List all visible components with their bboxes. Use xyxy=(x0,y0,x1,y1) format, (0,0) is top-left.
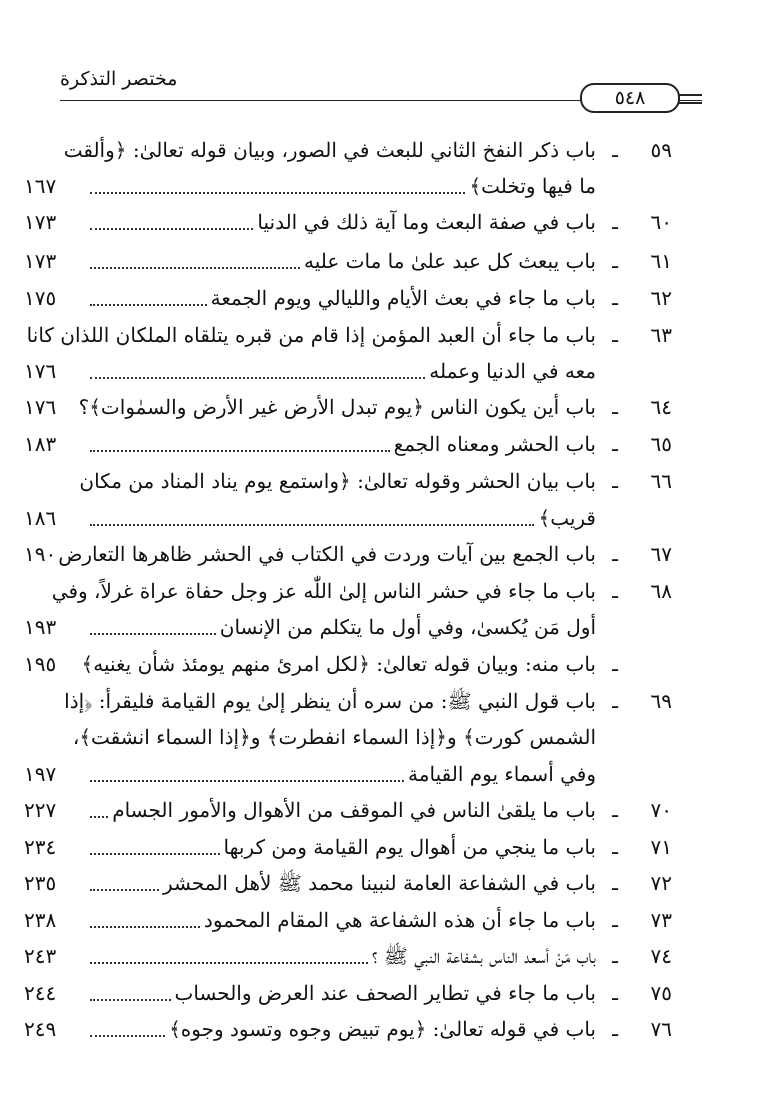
entry-page: ٢٤٣ xyxy=(24,944,57,968)
entry-leader-line xyxy=(86,281,596,315)
entry-dash: ـ xyxy=(612,689,618,713)
entry-dash: ـ xyxy=(612,871,618,895)
entry-dash: ـ xyxy=(612,249,618,273)
toc-entry-69-cont xyxy=(72,720,672,754)
entry-dash: ـ xyxy=(612,944,618,968)
toc-entry-68 xyxy=(51,574,672,608)
entry-number: ٧٢ xyxy=(650,871,672,895)
entry-leader-line xyxy=(86,610,596,644)
entry-dash: ـ xyxy=(612,908,618,932)
entry-leader-line xyxy=(86,205,596,239)
toc-entry-74 xyxy=(24,939,672,973)
entry-leader-line xyxy=(78,390,596,424)
entry-title: باب ما جاء في حشر الناس إلىٰ اللّٰه عز وجل حفاة عراة غرلاً، وفي xyxy=(51,579,596,603)
entry-leader-line xyxy=(86,903,596,937)
dot-leader xyxy=(90,449,390,452)
entry-page: ١٧٣ xyxy=(24,249,57,273)
entry-leader-line xyxy=(81,647,596,681)
entry-page: ١٨٣ xyxy=(24,432,57,456)
entry-page: ١٨٦ xyxy=(24,506,57,530)
toc-entry-76 xyxy=(24,1012,672,1046)
entry-page: ١٩٥ xyxy=(24,652,57,676)
entry-page: ١٧٦ xyxy=(24,395,57,419)
toc-entry-66-cont xyxy=(24,501,672,535)
toc-entry-59 xyxy=(63,133,672,167)
entry-dash: ـ xyxy=(612,432,618,456)
entry-dash: ـ xyxy=(612,579,618,603)
entry-leader-line xyxy=(86,1012,596,1046)
entry-title: باب ما جاء أن العبد المؤمن إذا قام من قبره يتلقاه الملكان اللذان كانا xyxy=(26,323,596,347)
dot-leader xyxy=(90,998,171,1001)
entry-leader-line xyxy=(86,501,596,535)
entry-page: ١٦٧ xyxy=(24,174,57,198)
page-number: ٥٤٨ xyxy=(580,83,680,113)
toc-entry-61 xyxy=(24,244,672,278)
entry-title-cont: ما فيها وتخلت﴾ xyxy=(469,174,596,198)
entry-leader-line xyxy=(86,427,596,461)
entry-title: باب قول النبي ﷺ: من سره أن ينظر إلىٰ يوم القيامة فليقرأ: ﴿إذا xyxy=(64,689,596,713)
entry-title: باب أين يكون الناس ﴿يوم تبدل الأرض غير الأرض والسمٰوات﴾؟ xyxy=(78,395,596,419)
entry-leader-line xyxy=(86,866,596,900)
toc-entry-75 xyxy=(24,976,672,1010)
entry-page: ١٧٦ xyxy=(24,359,57,383)
toc-entry-63-cont xyxy=(24,354,672,388)
dot-leader xyxy=(90,523,534,526)
entry-dash: ـ xyxy=(612,210,618,234)
book-title: مختصر التذكرة xyxy=(60,68,178,90)
entry-number: ٦٧ xyxy=(650,542,672,566)
entry-dash: ـ xyxy=(612,652,618,676)
toc-entry-72 xyxy=(24,866,672,900)
entry-page: ٢٢٧ xyxy=(24,798,57,822)
dot-leader xyxy=(90,632,216,635)
toc-entry-70 xyxy=(24,793,672,827)
entry-number: ٦٣ xyxy=(650,323,672,347)
entry-page: ٢٤٩ xyxy=(24,1017,57,1041)
entry-number: ٦٢ xyxy=(650,286,672,310)
entry-leader-line xyxy=(86,976,596,1010)
entry-dash: ـ xyxy=(612,469,618,493)
dot-leader xyxy=(90,888,159,891)
entry-title: باب ما ينجي من أهوال يوم القيامة ومن كربها xyxy=(223,835,596,859)
entry-number: ٥٩ xyxy=(650,138,672,162)
entry-title: باب ما جاء أن هذه الشفاعة هي المقام المحمود xyxy=(203,908,596,932)
dot-leader xyxy=(90,1034,165,1037)
toc-entry-65 xyxy=(24,427,672,461)
dot-leader xyxy=(90,925,200,928)
entry-page: ٢٣٤ xyxy=(24,835,57,859)
entry-title: باب في قوله تعالىٰ: ﴿يوم تبيض وجوه وتسود وجوه﴾ xyxy=(169,1017,596,1041)
toc-entry-73 xyxy=(24,903,672,937)
dot-leader xyxy=(90,303,207,306)
entry-number: ٧٠ xyxy=(650,798,672,822)
entry-page: ١٩٠ xyxy=(24,542,57,566)
entry-page: ١٧٥ xyxy=(24,286,57,310)
toc-entry-64 xyxy=(24,390,672,424)
entry-dash: ـ xyxy=(612,981,618,1005)
entry-title: باب الجمع بين آيات وردت في الكتاب في الحشر ظاهرها التعارض xyxy=(58,542,596,566)
entry-leader-line xyxy=(86,244,596,278)
entry-title: باب ما جاء في بعث الأيام والليالي ويوم الجمعة xyxy=(210,286,596,310)
toc-entry-71 xyxy=(24,830,672,864)
entry-dash: ـ xyxy=(612,798,618,822)
entry-leader-line xyxy=(86,830,596,864)
entry-title: باب الحشر ومعناه الجمع xyxy=(393,432,596,456)
toc-entry-69-cont2 xyxy=(24,757,672,791)
dot-leader xyxy=(90,191,465,194)
entry-leader-line xyxy=(86,354,596,388)
entry-page: ٢٣٥ xyxy=(24,871,57,895)
entry-title-cont: معه في الدنيا وعمله xyxy=(429,359,596,383)
dot-leader xyxy=(90,961,368,964)
entry-dash: ـ xyxy=(612,286,618,310)
entry-number: ٧٥ xyxy=(650,981,672,1005)
entry-dash: ـ xyxy=(612,323,618,347)
entry-number: ٧٦ xyxy=(650,1017,672,1041)
entry-number: ٦٨ xyxy=(650,579,672,603)
toc-entry-59-cont xyxy=(24,169,672,203)
entry-leader-line xyxy=(86,757,596,791)
entry-page: ١٩٣ xyxy=(24,615,57,639)
entry-dash: ـ xyxy=(612,835,618,859)
entry-number: ٧٤ xyxy=(650,944,672,968)
entry-title: باب يبعث كل عبد علىٰ ما مات عليه xyxy=(304,249,596,273)
entry-leader-line xyxy=(86,169,596,203)
entry-title: باب في صفة البعث وما آية ذلك في الدنيا xyxy=(257,210,596,234)
entry-title-cont: قريب﴾ xyxy=(538,506,596,530)
entry-page: ٢٤٤ xyxy=(24,981,57,1005)
entry-number: ٧١ xyxy=(650,835,672,859)
entry-number: ٦٠ xyxy=(650,210,672,234)
entry-page: ١٧٣ xyxy=(24,210,57,234)
dot-leader xyxy=(90,227,253,230)
dot-leader xyxy=(90,266,300,269)
entry-number: ٦٩ xyxy=(650,689,672,713)
entry-leader-line xyxy=(86,939,596,973)
entry-title: باب ما يلقىٰ الناس في الموقف من الأهوال والأمور الجسام xyxy=(112,798,596,822)
dot-leader xyxy=(90,852,220,855)
dot-leader xyxy=(90,376,425,379)
toc-entry-68-cont xyxy=(24,610,672,644)
entry-number: ٦٥ xyxy=(650,432,672,456)
toc-entry-67 xyxy=(24,537,672,571)
entry-dash: ـ xyxy=(612,542,618,566)
entry-number: ٦٦ xyxy=(650,469,672,493)
entry-title: باب ذكر النفخ الثاني للبعث في الصور، وبيان قوله تعالىٰ: ﴿وألقت xyxy=(63,138,596,162)
toc-entry-63 xyxy=(26,318,672,352)
toc-entry-66 xyxy=(79,464,672,498)
entry-number: ٦٤ xyxy=(650,395,672,419)
toc-entry-62 xyxy=(24,281,672,315)
entry-page: ١٩٧ xyxy=(24,762,57,786)
dot-leader xyxy=(90,815,108,818)
entry-title: باب منه: وبيان قوله تعالىٰ: ﴿لكل امرئ منهم يومئذ شأن يغنيه﴾ xyxy=(81,652,596,676)
entry-title-cont: أول مَن يُكسىٰ، وفي أول ما يتكلم من الإنسان xyxy=(219,615,596,639)
entry-title: باب مَنْ أسعد الناس بشفاعة النبي ﷺ ؟ xyxy=(371,944,596,968)
dot-leader xyxy=(90,779,404,782)
entry-title-cont2: وفي أسماء يوم القيامة xyxy=(408,762,596,786)
toc-entry-69 xyxy=(64,684,672,718)
entry-number: ٦١ xyxy=(650,249,672,273)
entry-page: ٢٣٨ xyxy=(24,908,57,932)
entry-dash: ـ xyxy=(612,1017,618,1041)
entry-title: باب في الشفاعة العامة لنبينا محمد ﷺ لأهل المحشر xyxy=(162,871,596,895)
entry-title: باب بيان الحشر وقوله تعالىٰ: ﴿واستمع يوم يناد المناد من مكان xyxy=(79,469,596,493)
entry-title-cont: الشمس كورت﴾ و﴿إذا السماء انفطرت﴾ و﴿إذا السماء انشقت﴾، xyxy=(72,725,596,749)
entry-leader-line xyxy=(58,537,596,571)
entry-dash: ـ xyxy=(612,138,618,162)
toc-entry-60 xyxy=(24,205,672,239)
toc-entry-68-sub xyxy=(24,647,672,681)
entry-dash: ـ xyxy=(612,395,618,419)
entry-leader-line xyxy=(86,793,596,827)
entry-title: باب ما جاء في تطاير الصحف عند العرض والحساب xyxy=(174,981,596,1005)
entry-number: ٧٣ xyxy=(650,908,672,932)
